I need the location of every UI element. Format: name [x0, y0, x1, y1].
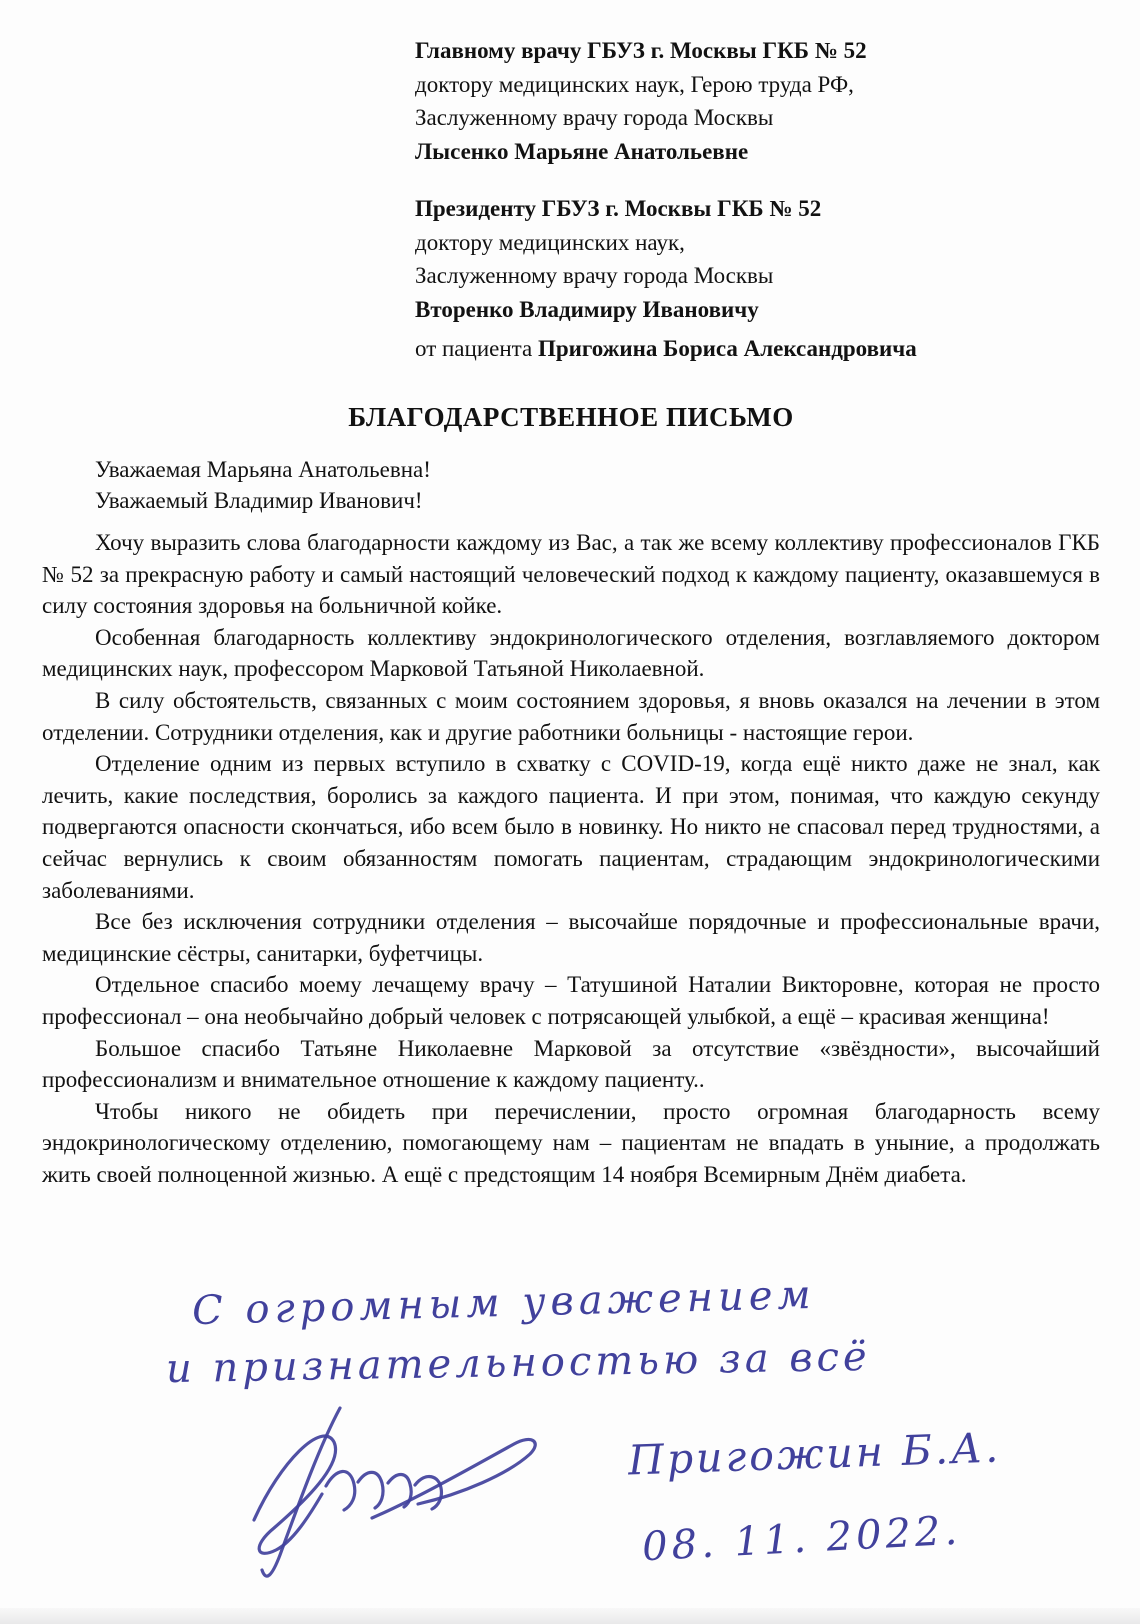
signed-name: Пригожин Б.А. [627, 1423, 1002, 1485]
recipient-title: Главному врачу ГБУЗ г. Москвы ГКБ № 52 [415, 38, 867, 63]
body-paragraph: Хочу выразить слова благодарности каждому из Вас, а так же всему коллективу профессионалов ГКБ № 52 за прекрасную работу и самый настоящий человеческий подход к каждому пациенту, оказавшемуся в силу состояния здоровья на больничной койке. [42, 530, 1100, 619]
recipient-block-secondary [415, 192, 821, 326]
body-paragraph: Все без исключения сотрудники отделения – высочайше порядочные и профессиональные врачи, медицинские сёстры, санитарки, буфетчицы. [42, 909, 1100, 966]
recipient-honors: Заслуженному врачу города Москвы [415, 263, 774, 288]
letter-title: БЛАГОДАРСТВЕННОЕ ПИСЬМО [348, 402, 794, 432]
handwritten-closing-line-1: С огромным уважением [191, 1271, 817, 1335]
body-paragraph: Отделение одним из первых вступило в схватку с COVID-19, когда ещё никто даже не знал, как лечить, какие последствия, боролись за каждого пациента. И при этом, понимая, что каждую секунду подвергаются опасности скончаться, ибо всем было в новинку. Но никто не спасовал перед трудностями, а сейчас вернулись к своим обязанностям помогать пациентам, страдающим эндокринологическими заболеваниями. [42, 751, 1100, 903]
body-paragraph: В силу обстоятельств, связанных с моим состоянием здоровья, я вновь оказался на лечении в этом отделении. Сотрудники отделения, как и другие работники больницы - настоящие герои. [42, 687, 1100, 745]
recipient-name: Лысенко Марьяне Анатольевне [415, 138, 749, 164]
signature-scrawl [222, 1390, 572, 1590]
recipient-credentials: доктору медицинских наук, Герою труда РФ, [415, 71, 854, 97]
handwritten-closing-line-2: и признательностью за всё [165, 1333, 872, 1393]
sender-name: Пригожина Бориса Александровича [537, 336, 917, 361]
recipient-title: Президенту ГБУЗ г. Москвы ГКБ № 52 [415, 196, 822, 221]
signature-date: 08. 11. 2022. [641, 1507, 963, 1571]
body-paragraph: Чтобы никого не обидеть при перечислении, просто огромная благодарность всему эндокринологическому отделению, помогающему нам – пациентам не впадать в уныние, а продолжать жить своей полноценной жизнью. А ещё с предстоящим 14 ноября Всемирным Днём диабета. [42, 1098, 1100, 1187]
body-paragraph: Отдельное спасибо моему лечащему врачу – Татушиной Наталии Викторовне, которая не просто профессионал – она необычайно добрый человек с потрясающей улыбкой, а ещё – красивая женщина! [42, 972, 1100, 1029]
recipient-credentials: доктору медицинских наук, [415, 229, 685, 255]
recipient-honors: Заслуженному врачу города Москвы [415, 105, 774, 130]
salutation-line: Уважаемая Марьяна Анатольевна! [95, 457, 431, 482]
recipient-block-primary [415, 34, 867, 168]
recipient-name: Вторенко Владимиру Ивановичу [415, 296, 759, 322]
salutation-block [95, 455, 431, 516]
scan-edge-shadow [0, 1608, 1140, 1624]
sender-prefix: от пациента [415, 336, 538, 361]
body-paragraph: Большое спасибо Татьяне Николаевне Марковой за отсутствие «звёздности», высочайший профессионализм и внимательное отношение к каждому пациенту.. [42, 1035, 1100, 1093]
sender-line [415, 336, 917, 362]
body-paragraph: Особенная благодарность коллективу эндокринологического отделения, возглавляемого доктором медицинских наук, профессором Марковой Татьяной Николаевной. [42, 624, 1100, 682]
letter-body [42, 527, 1100, 1190]
salutation-line: Уважаемый Владимир Иванович! [95, 487, 423, 513]
